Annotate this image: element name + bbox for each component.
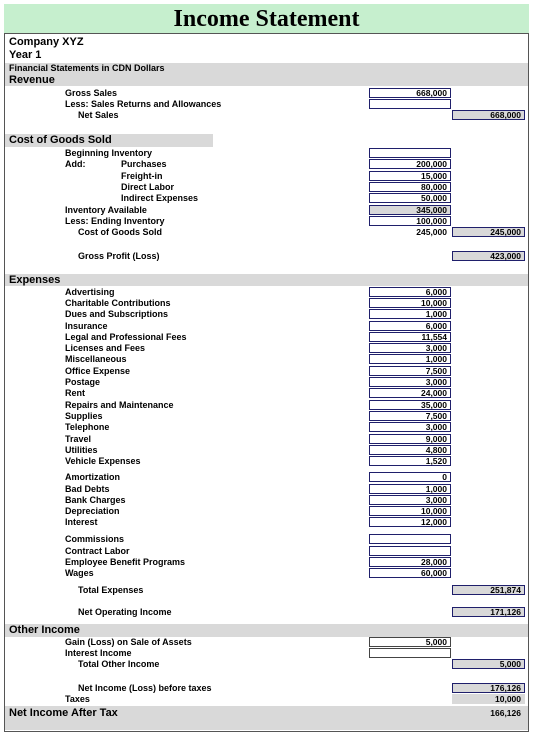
expense-field[interactable]: 11,554 xyxy=(369,332,451,342)
expense-label: Utilities xyxy=(65,445,98,455)
net-sales-total: 668,000 xyxy=(452,110,525,120)
indirect-expenses-field[interactable]: 50,000 xyxy=(369,193,451,203)
company-name: Company XYZ xyxy=(9,36,84,48)
expense-label: Commissions xyxy=(65,534,125,544)
expense-label: Advertising xyxy=(65,287,115,297)
expense-label: Telephone xyxy=(65,422,110,432)
expense-field[interactable]: 0 xyxy=(369,472,451,482)
ending-inventory-label: Less: Ending Inventory xyxy=(65,216,165,226)
gross-profit-label: Gross Profit (Loss) xyxy=(78,251,160,261)
expense-label: Dues and Subscriptions xyxy=(65,309,169,319)
expense-field[interactable]: 10,000 xyxy=(369,298,451,308)
net-operating-label: Net Operating Income xyxy=(78,607,172,617)
expense-label: Contract Labor xyxy=(65,546,130,556)
expense-field[interactable]: 12,000 xyxy=(369,517,451,527)
gross-sales-label: Gross Sales xyxy=(65,88,118,98)
total-expenses-label: Total Expenses xyxy=(78,585,144,595)
expense-label: Licenses and Fees xyxy=(65,343,146,353)
cogs-heading: Cost of Goods Sold xyxy=(9,134,112,146)
expense-label: Postage xyxy=(65,377,101,387)
before-tax-label: Net Income (Loss) before taxes xyxy=(78,683,212,693)
expense-label: Amortization xyxy=(65,472,120,482)
total-expenses: 251,874 xyxy=(452,585,525,595)
expense-field[interactable] xyxy=(369,546,451,556)
interest-income-field[interactable] xyxy=(369,648,451,658)
returns-label: Less: Sales Returns and Allowances xyxy=(65,99,222,109)
expense-label: Bad Debts xyxy=(65,484,110,494)
expenses-band xyxy=(5,274,528,286)
gross-profit-total: 423,000 xyxy=(452,251,525,261)
expense-field[interactable]: 9,000 xyxy=(369,434,451,444)
gain-label: Gain (Loss) on Sale of Assets xyxy=(65,637,192,647)
expense-field[interactable]: 6,000 xyxy=(369,287,451,297)
expense-field[interactable]: 60,000 xyxy=(369,568,451,578)
expense-field[interactable]: 3,000 xyxy=(369,495,451,505)
expense-label: Legal and Professional Fees xyxy=(65,332,187,342)
gross-sales-field[interactable]: 668,000 xyxy=(369,88,451,98)
expense-label: Miscellaneous xyxy=(65,354,127,364)
expense-label: Travel xyxy=(65,434,92,444)
net-sales-label: Net Sales xyxy=(78,110,119,120)
direct-labor-field[interactable]: 80,000 xyxy=(369,182,451,192)
cogs-label: Cost of Goods Sold xyxy=(78,227,162,237)
expense-field[interactable]: 7,500 xyxy=(369,366,451,376)
interest-income-label: Interest Income xyxy=(65,648,132,658)
expense-field[interactable]: 10,000 xyxy=(369,506,451,516)
expense-label: Repairs and Maintenance xyxy=(65,400,174,410)
indirect-expenses-label: Indirect Expenses xyxy=(121,193,199,203)
direct-labor-label: Direct Labor xyxy=(121,182,175,192)
expense-label: Vehicle Expenses xyxy=(65,456,141,466)
beginning-inventory-label: Beginning Inventory xyxy=(65,148,153,158)
expense-label: Insurance xyxy=(65,321,108,331)
freight-field[interactable]: 15,000 xyxy=(369,171,451,181)
expense-field[interactable]: 1,000 xyxy=(369,309,451,319)
expense-field[interactable]: 3,000 xyxy=(369,422,451,432)
expense-label: Wages xyxy=(65,568,94,578)
beginning-inventory-field[interactable] xyxy=(369,148,451,158)
returns-field[interactable] xyxy=(369,99,451,109)
inventory-available-field: 345,000 xyxy=(369,205,451,215)
expense-field[interactable]: 7,500 xyxy=(369,411,451,421)
expense-field[interactable] xyxy=(369,534,451,544)
expense-field[interactable]: 6,000 xyxy=(369,321,451,331)
purchases-field[interactable]: 200,000 xyxy=(369,159,451,169)
cogs-total: 245,000 xyxy=(452,227,525,237)
expense-label: Depreciation xyxy=(65,506,120,516)
revenue-heading: Revenue xyxy=(9,74,55,86)
net-income-total: 166,126 xyxy=(452,708,525,718)
expense-label: Interest xyxy=(65,517,98,527)
expense-label: Bank Charges xyxy=(65,495,126,505)
expense-field[interactable]: 3,000 xyxy=(369,377,451,387)
net-income-label: Net Income After Tax xyxy=(9,707,118,719)
ending-inventory-field[interactable]: 100,000 xyxy=(369,216,451,226)
net-operating-total: 171,126 xyxy=(452,607,525,617)
currency-note: Financial Statements in CDN Dollars xyxy=(9,63,165,73)
freight-label: Freight-in xyxy=(121,171,163,181)
expense-field[interactable]: 4,800 xyxy=(369,445,451,455)
gain-field[interactable]: 5,000 xyxy=(369,637,451,647)
expense-label: Office Expense xyxy=(65,366,131,376)
expense-field[interactable]: 3,000 xyxy=(369,343,451,353)
taxes-label: Taxes xyxy=(65,694,90,704)
purchases-label: Purchases xyxy=(121,159,167,169)
expense-field[interactable]: 28,000 xyxy=(369,557,451,567)
total-other-income: 5,000 xyxy=(452,659,525,669)
statement-title: Income Statement xyxy=(4,4,529,34)
taxes-field[interactable]: 10,000 xyxy=(452,694,525,704)
expense-field[interactable]: 1,000 xyxy=(369,354,451,364)
expense-label: Employee Benefit Programs xyxy=(65,557,186,567)
expense-label: Supplies xyxy=(65,411,103,421)
add-label: Add: xyxy=(65,159,86,169)
year-label: Year 1 xyxy=(9,49,42,61)
inventory-available-label: Inventory Available xyxy=(65,205,147,215)
expense-field[interactable]: 1,520 xyxy=(369,456,451,466)
expense-field[interactable]: 35,000 xyxy=(369,400,451,410)
expense-field[interactable]: 24,000 xyxy=(369,388,451,398)
expense-label: Rent xyxy=(65,388,85,398)
other-income-band xyxy=(5,624,528,637)
expenses-heading: Expenses xyxy=(9,274,61,286)
expense-field[interactable]: 1,000 xyxy=(369,484,451,494)
expense-label: Charitable Contributions xyxy=(65,298,171,308)
cogs-field: 245,000 xyxy=(369,227,451,237)
before-tax-total: 176,126 xyxy=(452,683,525,693)
total-other-income-label: Total Other Income xyxy=(78,659,160,669)
other-income-heading: Other Income xyxy=(9,624,80,636)
